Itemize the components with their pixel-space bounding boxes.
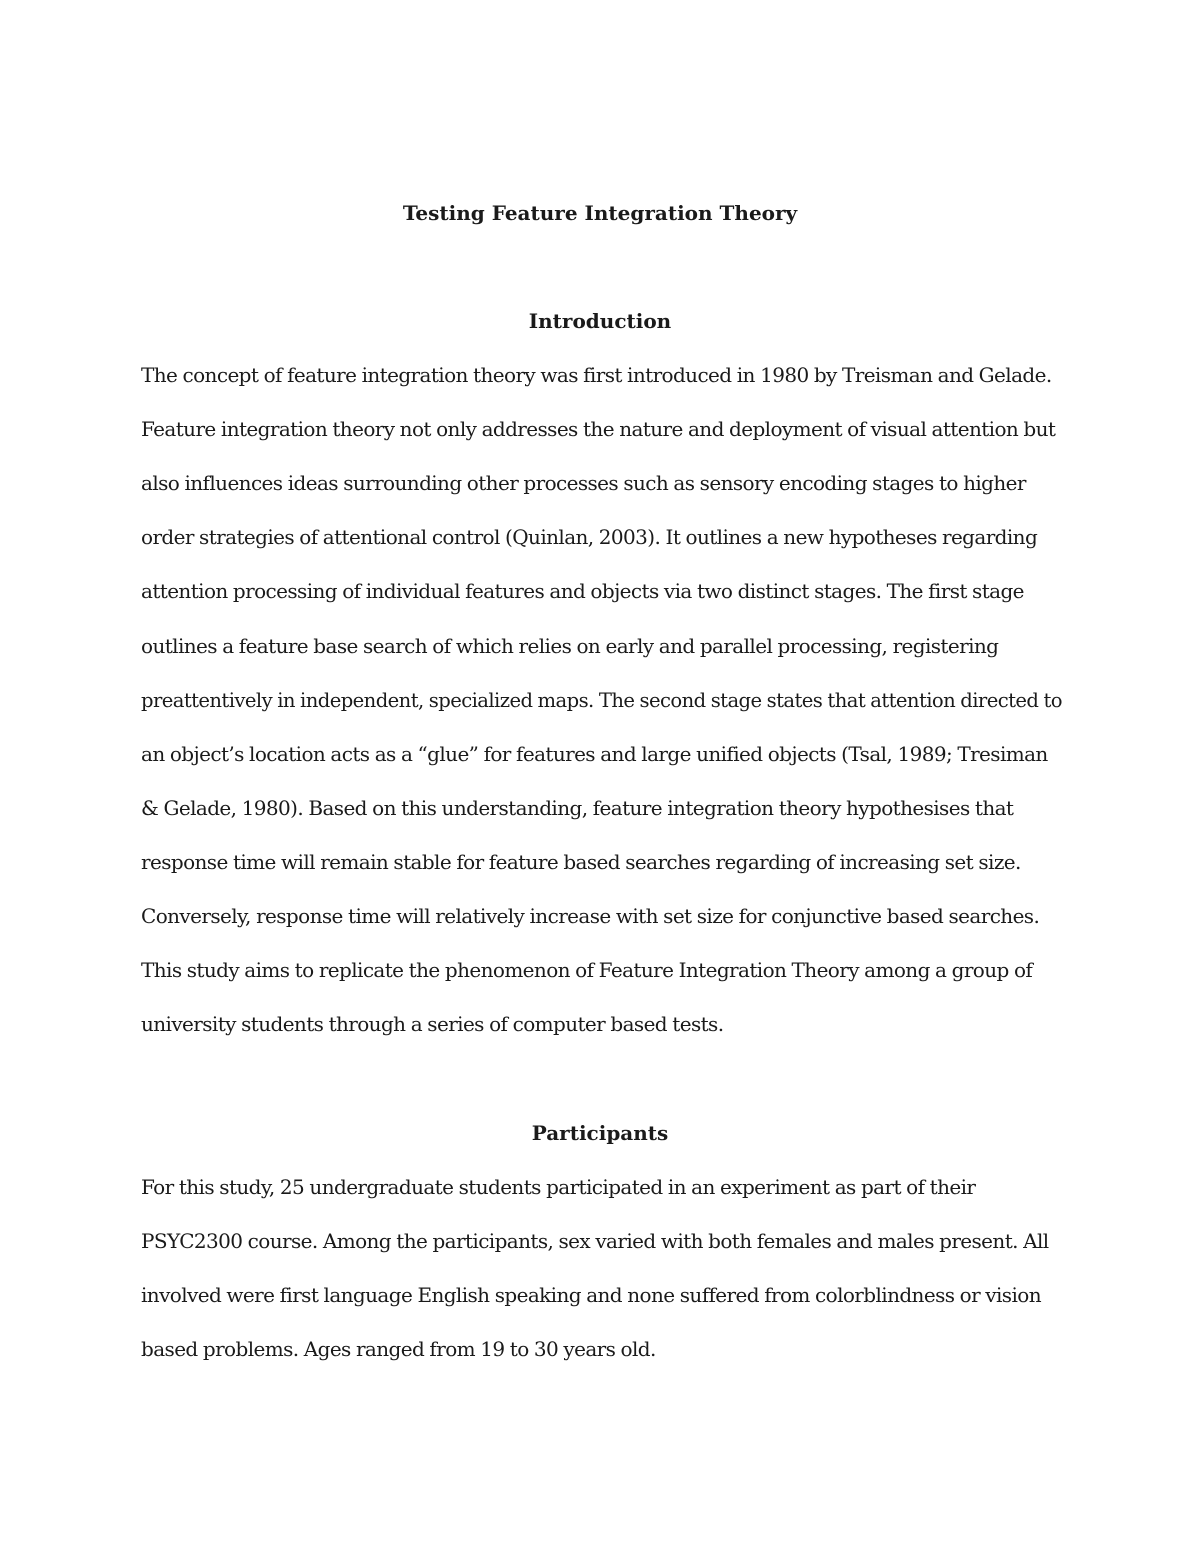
introduction-line: response time will remain stable for feature based searches regarding of increasing set size. [141, 850, 1021, 874]
introduction-line: & Gelade, 1980). Based on this understanding, feature integration theory hypothesises that [141, 796, 1014, 820]
participants-heading: Participants [531, 1121, 669, 1145]
participants-line: For this study, 25 undergraduate students participated in an experiment as part of their [141, 1175, 976, 1199]
introduction-line: preattentively in independent, specialized maps. The second stage states that attention directed to [141, 688, 1062, 712]
participants-line: involved were first language English speaking and none suffered from colorblindness or vision [141, 1283, 1041, 1307]
introduction-line: attention processing of individual features and objects via two distinct stages. The first stage [141, 579, 1024, 603]
participants-line: based problems. Ages ranged from 19 to 30 years old. [141, 1337, 656, 1361]
participants-line: PSYC2300 course. Among the participants, sex varied with both females and males present. All [141, 1229, 1049, 1253]
introduction-line: outlines a feature base search of which relies on early and parallel processing, registering [141, 634, 999, 658]
introduction-line: also influences ideas surrounding other processes such as sensory encoding stages to higher [141, 471, 1026, 495]
document-title: Testing Feature Integration Theory [402, 201, 798, 225]
introduction-line: This study aims to replicate the phenomenon of Feature Integration Theory among a group of [141, 958, 1033, 982]
introduction-line: Conversely, response time will relatively increase with set size for conjunctive based searches. [141, 904, 1040, 928]
introduction-line: The concept of feature integration theory was first introduced in 1980 by Treisman and Gelade. [141, 363, 1052, 387]
introduction-line: order strategies of attentional control (Quinlan, 2003). It outlines a new hypotheses regarding [141, 525, 1038, 549]
introduction-heading: Introduction [528, 309, 672, 333]
introduction-line: university students through a series of computer based tests. [141, 1012, 724, 1036]
introduction-line: an object’s location acts as a “glue” for features and large unified objects (Tsal, 1989; Tresiman [141, 742, 1048, 766]
introduction-line: Feature integration theory not only addresses the nature and deployment of visual attention but [141, 417, 1056, 441]
